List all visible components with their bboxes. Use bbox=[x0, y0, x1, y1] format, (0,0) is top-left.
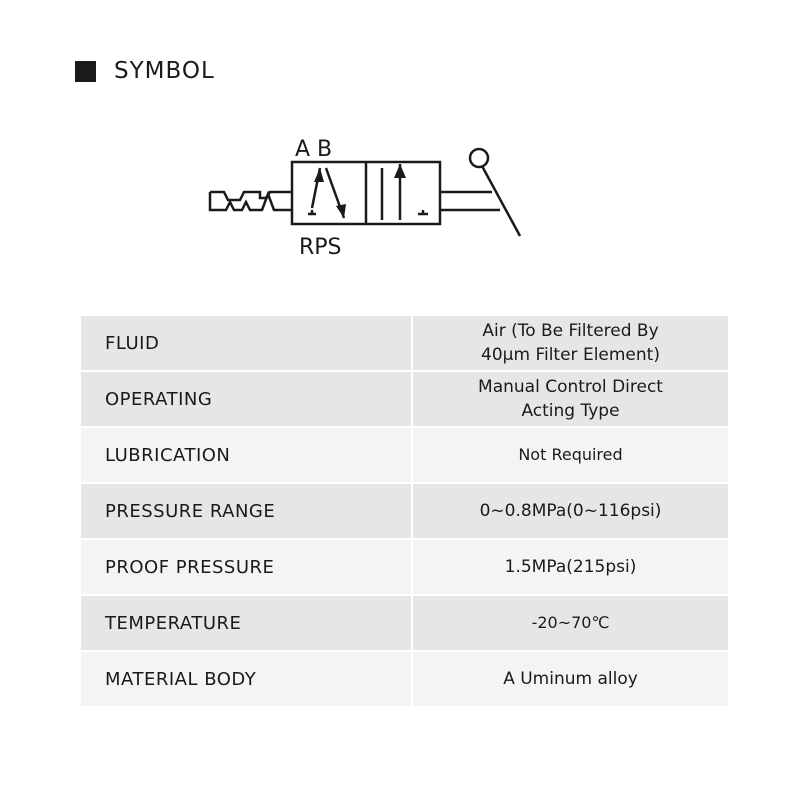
spec-value bbox=[412, 539, 728, 595]
table-row bbox=[81, 316, 728, 371]
spec-table bbox=[81, 316, 728, 708]
section-header bbox=[75, 56, 215, 86]
table-row bbox=[81, 651, 728, 707]
spec-label: PROOF PRESSURE bbox=[81, 539, 412, 595]
spec-value-line: -20~70℃ bbox=[531, 613, 610, 632]
spec-value-line: 1.5MPa(215psi) bbox=[504, 557, 637, 577]
port-labels-bottom: RPS bbox=[299, 235, 342, 260]
section-title: SYMBOL bbox=[114, 58, 215, 84]
table-row bbox=[81, 427, 728, 483]
spec-label: MATERIAL BODY bbox=[81, 651, 412, 707]
spec-value bbox=[412, 651, 728, 707]
table-row bbox=[81, 371, 728, 427]
spec-label: PRESSURE RANGE bbox=[81, 483, 412, 539]
spec-value-line: 0~0.8MPa(0~116psi) bbox=[479, 501, 662, 521]
table-row bbox=[81, 595, 728, 651]
spec-value-line: Manual Control Direct bbox=[478, 377, 663, 397]
spec-label: LUBRICATION bbox=[81, 427, 412, 483]
spec-label: TEMPERATURE bbox=[81, 595, 412, 651]
valve-symbol bbox=[200, 128, 540, 268]
spec-value-line: 40μm Filter Element) bbox=[481, 345, 660, 365]
spec-value-line: A Uminum alloy bbox=[503, 669, 638, 689]
spec-value bbox=[412, 427, 728, 483]
spec-value bbox=[412, 595, 728, 651]
valve-symbol-diagram bbox=[200, 128, 540, 268]
spec-label: OPERATING bbox=[81, 371, 412, 427]
square-bullet-icon bbox=[75, 61, 96, 82]
spec-value-line: Acting Type bbox=[521, 401, 620, 421]
spec-value-line: Not Required bbox=[518, 445, 623, 464]
spec-value bbox=[412, 316, 728, 371]
table-row bbox=[81, 483, 728, 539]
port-labels-top: A B bbox=[295, 137, 333, 162]
table-row bbox=[81, 539, 728, 595]
spec-label: FLUID bbox=[81, 316, 412, 371]
spec-value bbox=[412, 371, 728, 427]
spec-value-line: Air (To Be Filtered By bbox=[482, 321, 659, 341]
spec-value bbox=[412, 483, 728, 539]
